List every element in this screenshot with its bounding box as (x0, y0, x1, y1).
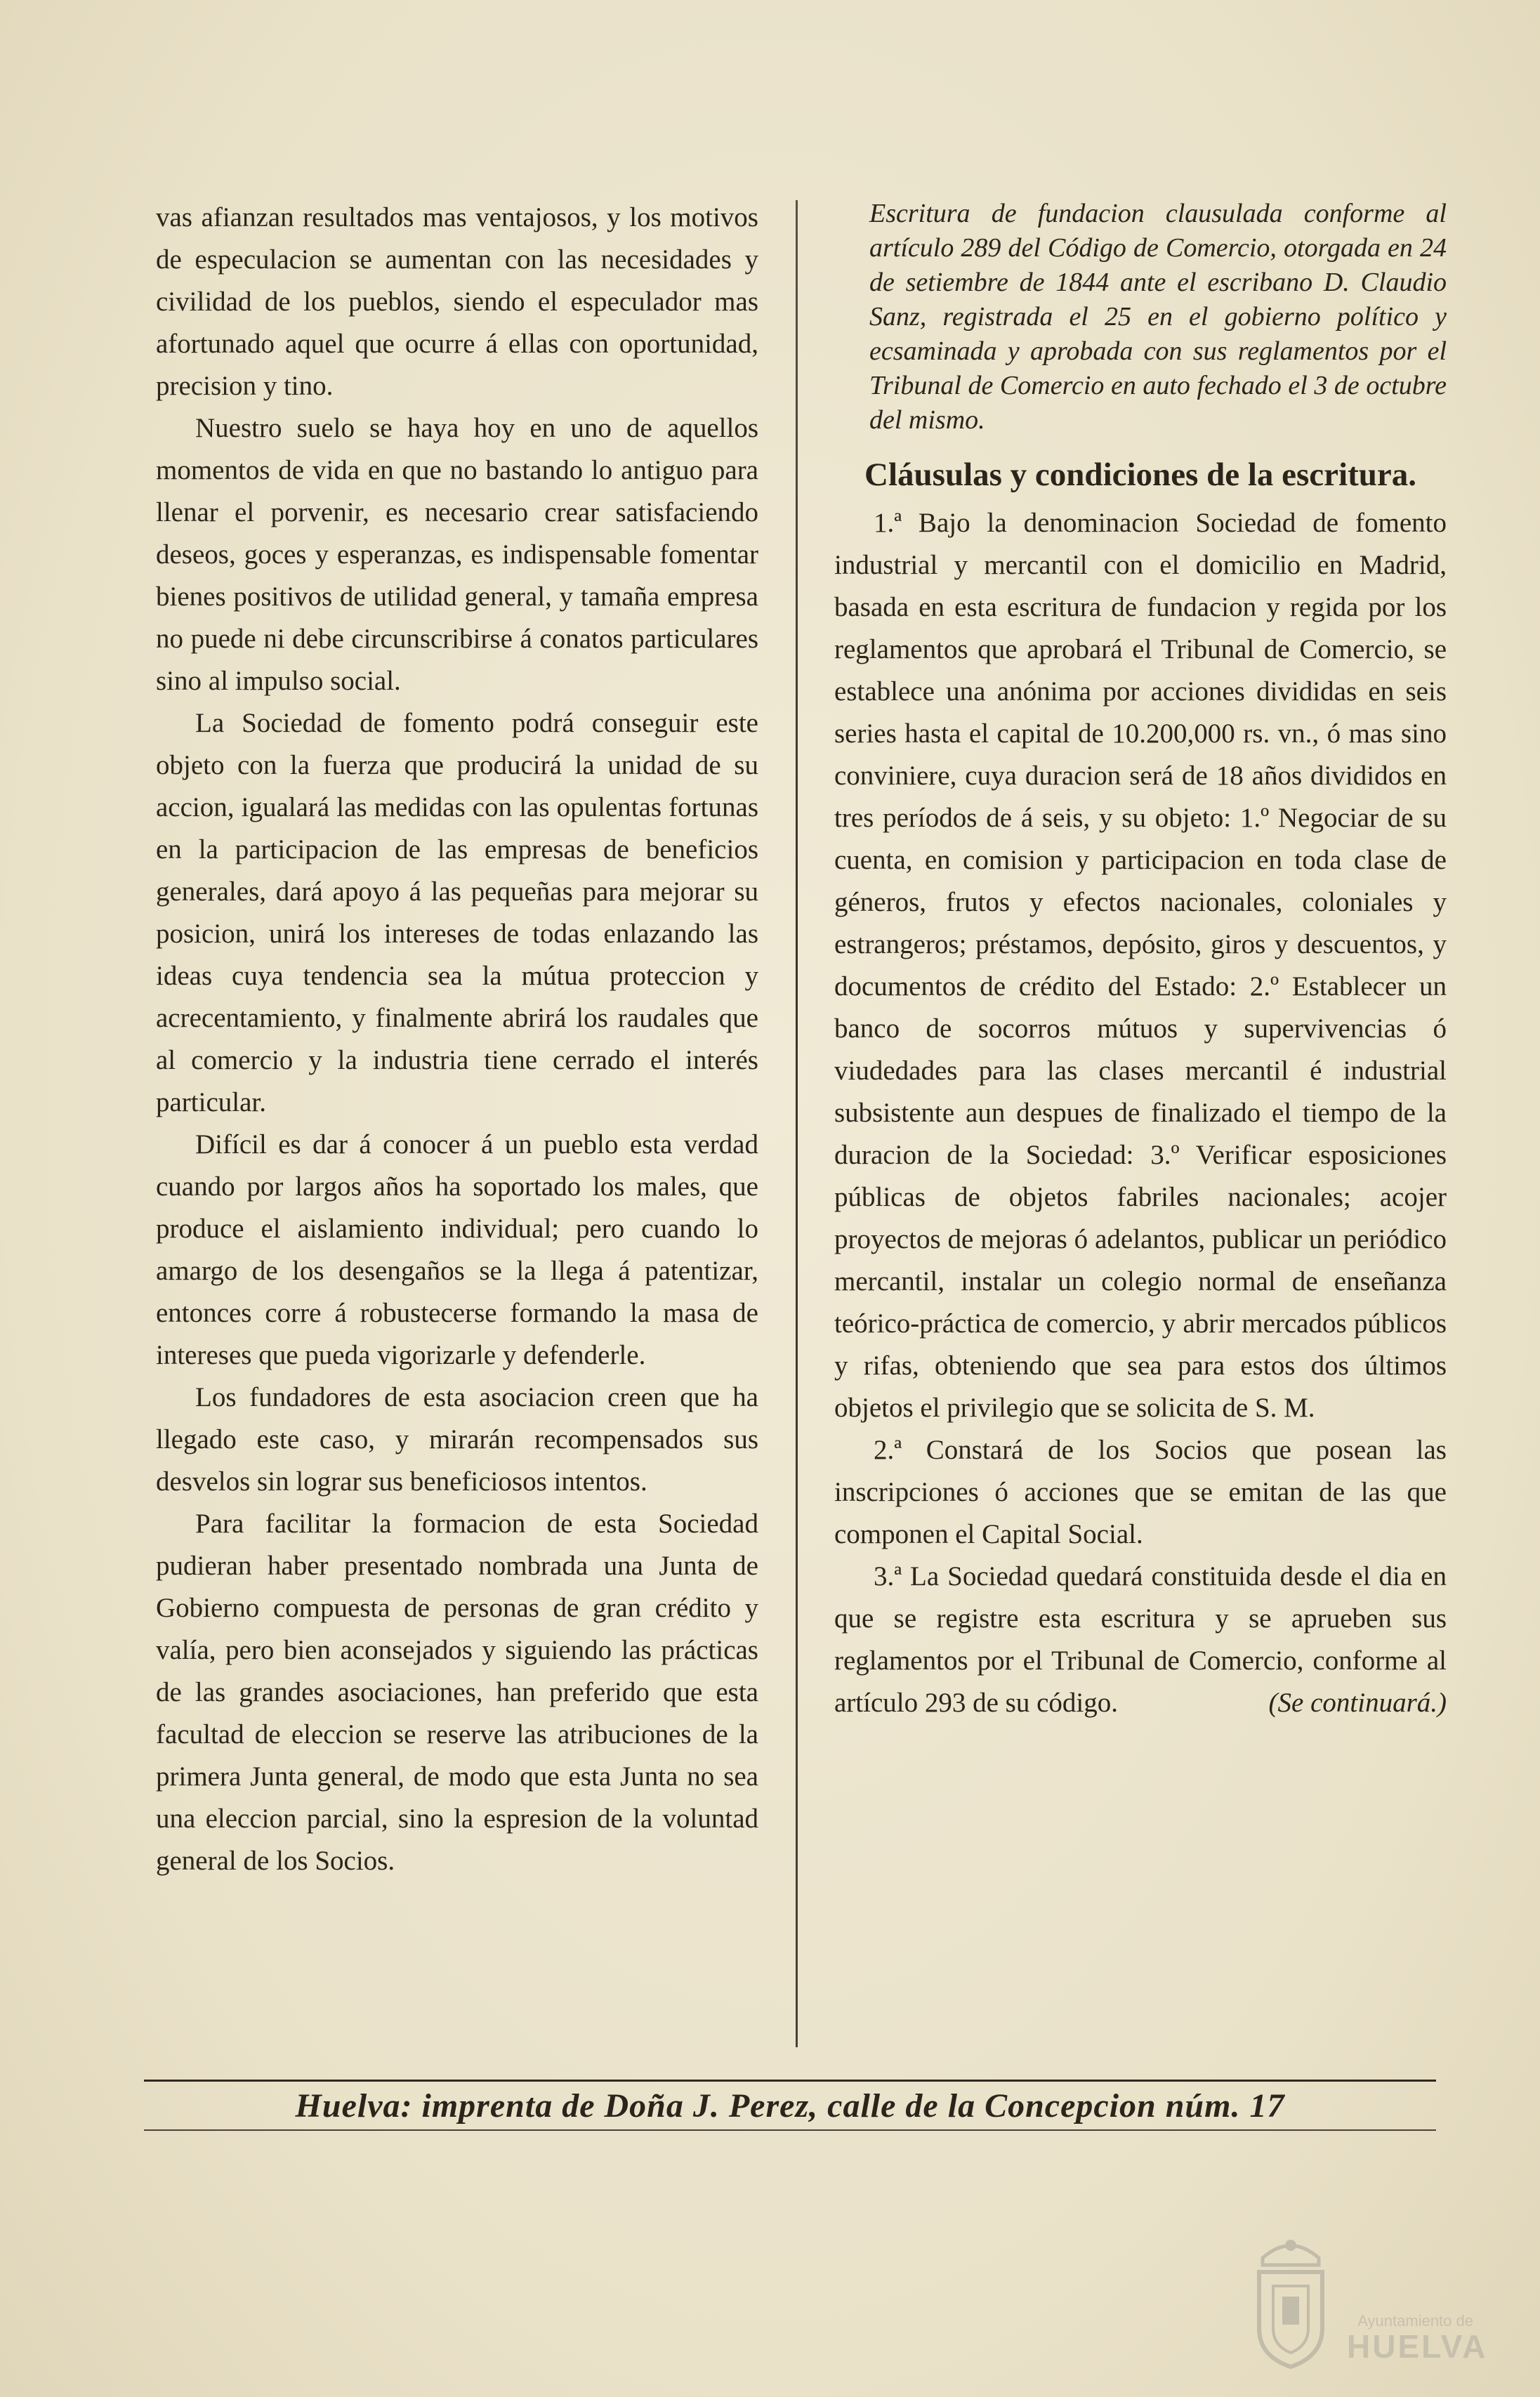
left-paragraph-1: vas afianzan resultados mas ventajosos, y los motivos de especulacion se aumentan con las necesidades y civilidad de los pueblos, siendo el especulador mas afortunado aquel que ocurre á ellas con oportunidad, precision y tino. (156, 202, 758, 401)
left-paragraph-4: Difícil es dar á conocer á un pueblo esta verdad cuando por largos años ha soportado los males, que produce el aislamiento individual; pero cuando lo amargo de los desengaños se la llega á patentizar, entonces corre á robustecerse formando la masa de intereses que pueda vigorizarle y defenderle. (156, 1129, 758, 1370)
left-paragraph-2: Nuestro suelo se haya hoy en uno de aquellos momentos de vida en que no bastando lo antiguo para llenar el porvenir, es necesario crear satisfaciendo deseos, goces y esperanzas, es indispensable fomentar bienes positivos de utilidad general, y tamaña empresa no puede ni debe circunscribirse á conatos particulares sino al impulso social. (156, 413, 758, 696)
watermark-small-text: Ayuntamiento de (1357, 2312, 1473, 2330)
continuation-note: (Se continuará.) (1268, 1688, 1447, 1718)
footer-rule-bottom (144, 2129, 1436, 2131)
clause-2: 2.ª Constará de los Socios que posean las inscripciones ó acciones que se emitan de las que componen el Capital Social. (834, 1435, 1447, 1549)
clause-3: 3.ª La Sociedad quedará constituida desde el dia en que se registre esta escritura y se aprueben sus reglamentos por el Tribunal de Comercio, conforme al artículo 293 de su código. (834, 1561, 1447, 1718)
clauses-heading: Cláusulas y condiciones de la escritura. (864, 457, 1416, 493)
column-divider (796, 200, 798, 2047)
left-column (156, 197, 758, 1882)
crest-icon (1242, 2230, 1340, 2370)
archive-watermark (1242, 2230, 1488, 2370)
right-column (834, 197, 1447, 1724)
left-paragraph-3: La Sociedad de fomento podrá conseguir este objeto con la fuerza que producirá la unidad de su accion, igualará las medidas con las opulentas fortunas en la participacion de las empresas de beneficios generales, dará apoyo á las pequeñas para mejorar su posicion, unirá los intereses de todas enlazando las ideas cuya tendencia sea la mútua proteccion y acrecentamiento, y finalmente abrirá los raudales que al comercio y la industria tiene cerrado el interés particular. (156, 708, 758, 1117)
deed-intro: Escritura de fundacion clausulada conforme al artículo 289 del Código de Comercio, otorgada en 24 de setiembre de 1844 ante el escribano D. Claudio Sanz, registrada el 25 en el gobierno político y ecsaminada y aprobada con sus reglamentos por el Tribunal de Comercio en auto fechado el 3 de octubre del mismo. (869, 199, 1447, 435)
left-paragraph-6: Para facilitar la formacion de esta Sociedad pudieran haber presentado nombrada una Junta de Gobierno compuesta de personas de gran crédito y valía, pero bien aconsejados y siguiendo las prácticas de las grandes asociaciones, han preferido que esta facultad de eleccion se reserve las atribuciones de la primera Junta general, de modo que esta Junta no sea una eleccion parcial, sino la espresion de la voluntad general de los Socios. (156, 1509, 758, 1876)
footer-rule-top (144, 2080, 1436, 2082)
watermark-big-text: HUELVA (1347, 2328, 1488, 2365)
clause-1: 1.ª Bajo la denominacion Sociedad de fomento industrial y mercantil con el domicilio en Madrid, basada en esta escritura de fundacion y regida por los reglamentos que aprobará el Tribunal de Comercio, se establece una anónima por acciones divididas en seis series hasta el capital de 10.200,000 rs. vn., ó mas sino conviniere, cuya duracion será de 18 años divididos en tres períodos de á seis, y su objeto: 1.º Negociar de su cuenta, en comision y participacion en toda clase de géneros, frutos y efectos nacionales, coloniales y estrangeros; préstamos, depósito, giros y descuentos, y documentos de crédito del Estado: 2.º Establecer un banco de socorros mútuos y supervivencias ó viudedades para las clases mercantil é industrial subsistente aun despues de finalizado el tiempo de la duracion de la Sociedad: 3.º Verificar esposiciones públicas de objetos fabriles nacionales; acojer proyectos de mejoras ó adelantos, publicar un periódico mercantil, instalar un colegio normal de enseñanza teórico-práctica de comercio, y abrir mercados públicos y rifas, obteniendo que sea para estos dos últimos objetos el privilegio que se solicita de S. M. (834, 508, 1447, 1423)
left-paragraph-5: Los fundadores de esta asociacion creen que ha llegado este caso, y mirarán recompensados sus desvelos sin lograr sus beneficiosos intentos. (156, 1382, 758, 1497)
imprint-line: Huelva: imprenta de Doña J. Perez, calle de la Concepcion núm. 17 (295, 2087, 1285, 2125)
